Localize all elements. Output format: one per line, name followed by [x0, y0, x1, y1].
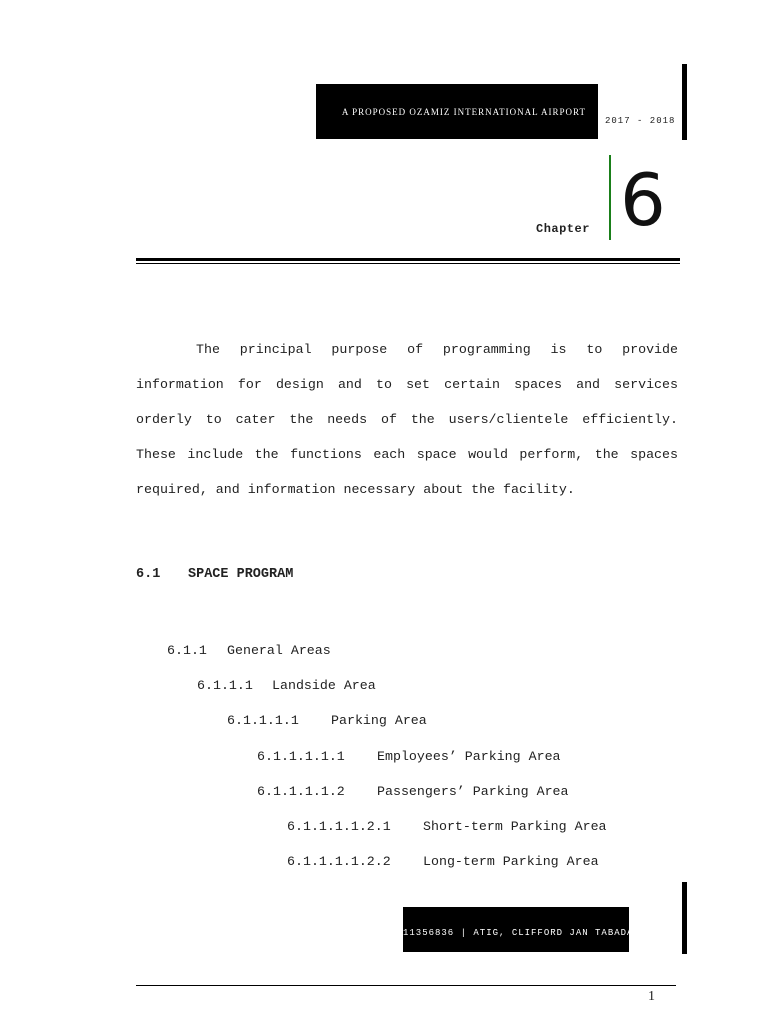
header-title-box: [316, 84, 598, 139]
outline-title: Passengers’ Parking Area: [377, 784, 569, 799]
header-vertical-bar: [682, 64, 687, 140]
section-number: 6.1: [136, 567, 161, 582]
outline-title: Long-term Parking Area: [423, 854, 599, 869]
outline-title: Landside Area: [272, 678, 376, 693]
document-title: A PROPOSED OZAMIZ INTERNATIONAL AIRPORT: [341, 107, 586, 117]
outline-number: 6.1.1.1.1: [227, 713, 299, 728]
outline-item: [287, 819, 607, 834]
chapter-number: 6: [620, 158, 666, 242]
header-rule-thin: [136, 263, 680, 264]
footer-author-box: [403, 907, 634, 952]
footer-vertical-bar: [682, 882, 687, 954]
chapter-label: Chapter: [536, 222, 590, 236]
section-heading: [136, 567, 293, 582]
outline-number: 6.1.1.1.1.2.1: [287, 819, 391, 834]
outline-number: 6.1.1.1.1.2: [257, 784, 345, 799]
outline-item: [287, 854, 599, 869]
outline-item: [257, 749, 561, 764]
footer-author: 11356836 | ATIG, CLIFFORD JAN TABADA: [403, 928, 634, 938]
outline-title: Short-term Parking Area: [423, 819, 607, 834]
outline-item: [197, 678, 376, 693]
section-title: SPACE PROGRAM: [188, 567, 294, 582]
outline-number: 6.1.1.1: [197, 678, 253, 693]
page-number: 1: [648, 989, 655, 1004]
outline-number: 6.1.1: [167, 643, 207, 658]
outline-title: Parking Area: [331, 713, 427, 728]
outline-title: Employees’ Parking Area: [377, 749, 561, 764]
outline-item: [227, 713, 427, 728]
academic-year: 2017 - 2018: [605, 116, 676, 126]
outline-item: [167, 643, 331, 658]
outline-item: [257, 784, 569, 799]
outline-number: 6.1.1.1.1.2.2: [287, 854, 391, 869]
outline-title: General Areas: [227, 643, 331, 658]
chapter-divider-line: [609, 155, 611, 240]
footer-rule: [136, 985, 676, 986]
header-rule-thick: [136, 258, 680, 261]
outline-number: 6.1.1.1.1.1: [257, 749, 345, 764]
intro-paragraph: The principal purpose of programming is to provide information for design and to set certain spaces and services orderly to cater the needs of the users/clientele efficiently. These include the functions each space would perform, the spaces required, and information necessary about the facility.: [136, 342, 678, 497]
